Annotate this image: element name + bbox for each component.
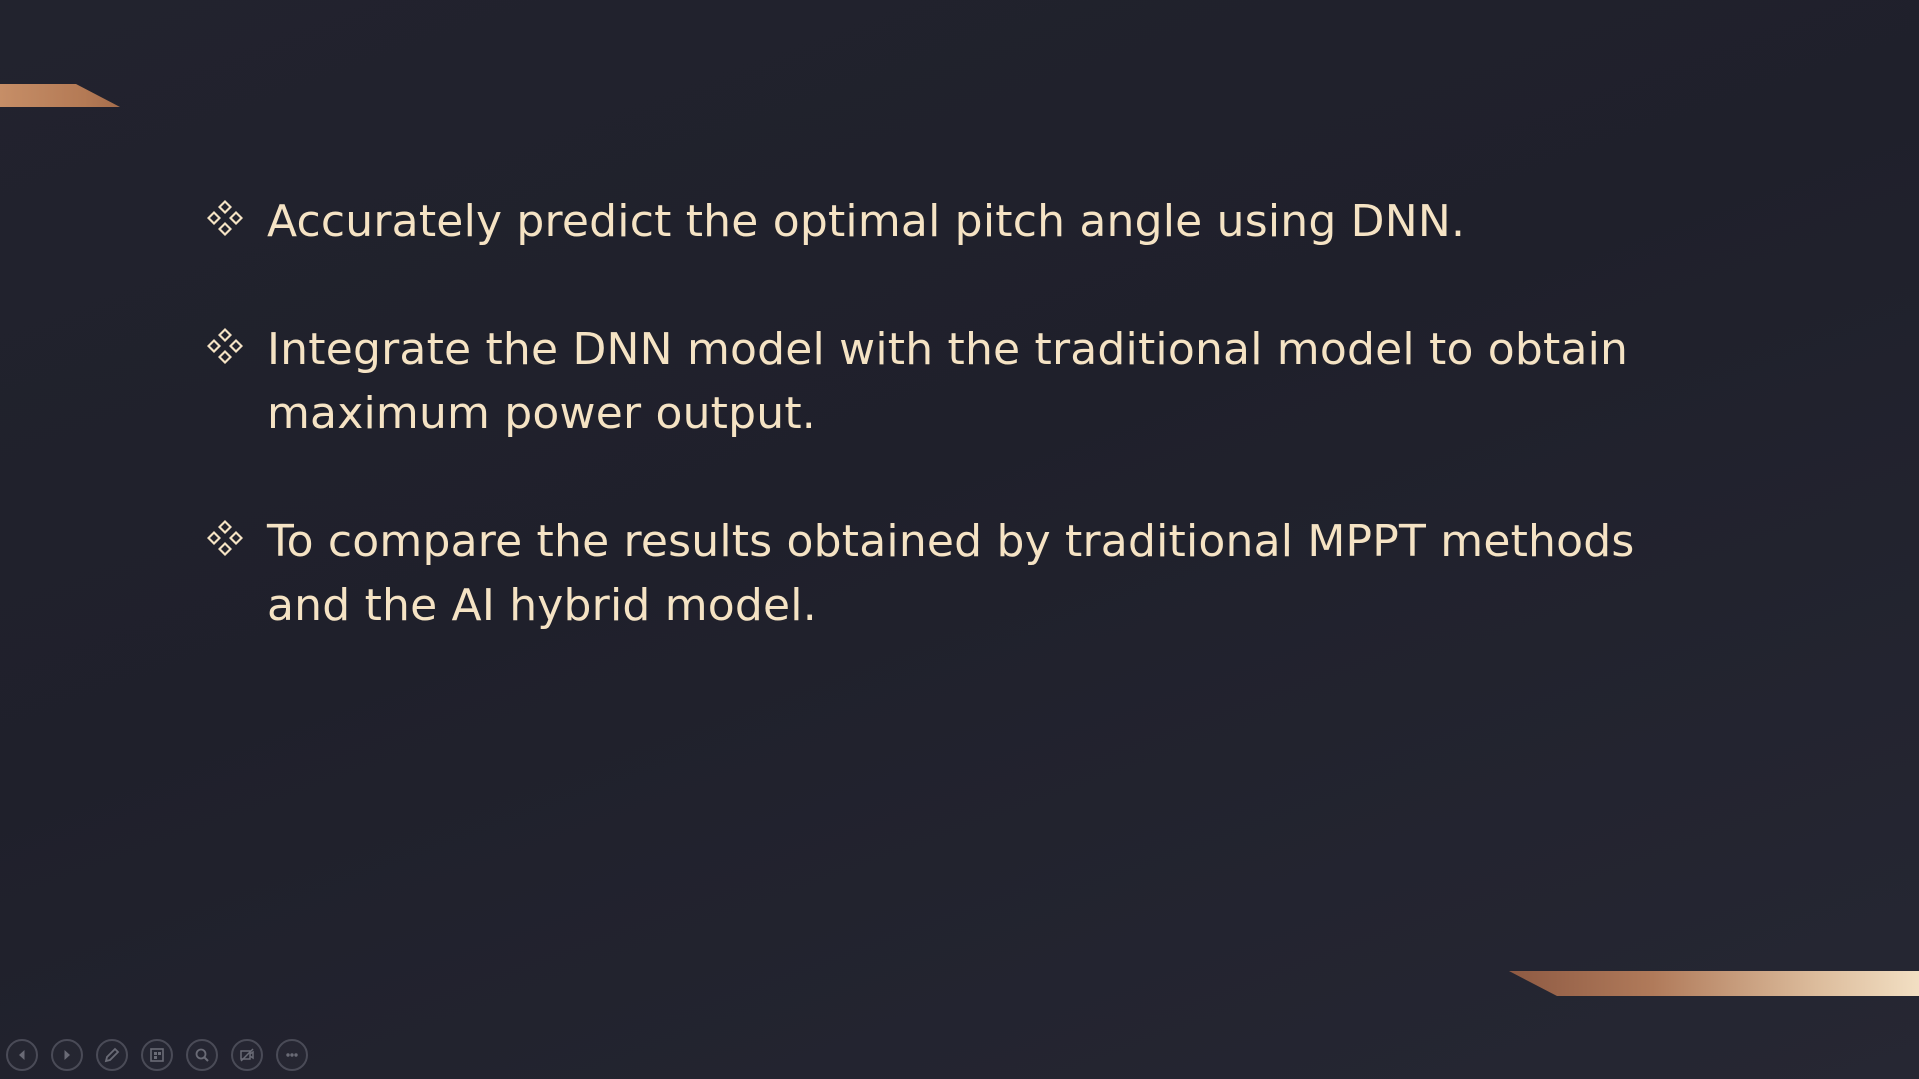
objectives-list	[205, 190, 1725, 702]
diamond-bullet-icon	[205, 198, 245, 238]
see-all-slides-icon	[147, 1045, 167, 1065]
more-options-button[interactable]	[276, 1039, 308, 1071]
previous-slide-button[interactable]	[6, 1039, 38, 1071]
slideshow-toolbar	[6, 1039, 308, 1073]
pen-icon	[102, 1045, 122, 1065]
bottom-accent-bar	[1509, 971, 1919, 996]
zoom-icon	[192, 1045, 212, 1065]
more-options-icon	[282, 1045, 302, 1065]
next-slide-button[interactable]	[51, 1039, 83, 1071]
next-slide-icon	[57, 1045, 77, 1065]
list-item	[205, 318, 1725, 446]
diamond-bullet-icon	[205, 326, 245, 366]
bullet-text: To compare the results obtained by traditional MPPT methods and the AI hybrid model.	[267, 516, 1635, 631]
see-all-slides-button[interactable]	[141, 1039, 173, 1071]
top-accent-bar	[0, 84, 120, 107]
bullet-text: Accurately predict the optimal pitch angle using DNN.	[267, 196, 1466, 247]
camera-off-icon	[237, 1045, 257, 1065]
previous-slide-icon	[12, 1045, 32, 1065]
zoom-button[interactable]	[186, 1039, 218, 1071]
diamond-bullet-icon	[205, 518, 245, 558]
list-item	[205, 510, 1725, 638]
list-item	[205, 190, 1725, 254]
pen-button[interactable]	[96, 1039, 128, 1071]
bullet-text: Integrate the DNN model with the traditional model to obtain maximum power output.	[267, 324, 1629, 439]
camera-button[interactable]	[231, 1039, 263, 1071]
